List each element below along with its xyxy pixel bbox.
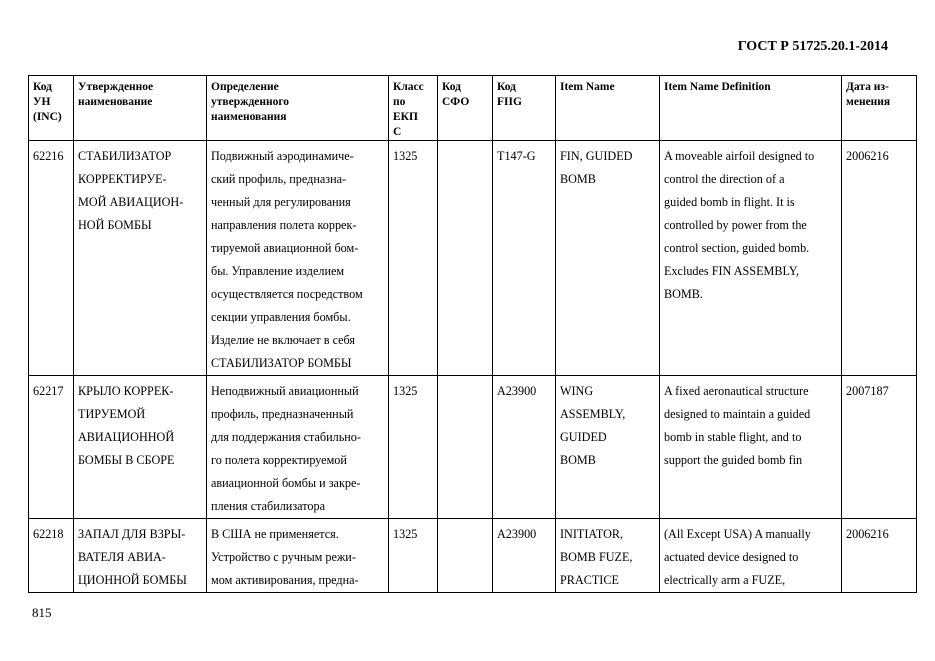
- header-line: Item Name: [560, 81, 615, 93]
- header-line: Код: [442, 81, 462, 93]
- item-name-cell: [556, 376, 660, 519]
- cell-line: (All Except USA) A manually: [664, 527, 811, 541]
- cell-line: авиационной бомбы и закре-: [211, 476, 361, 490]
- item-definition-cell: [660, 519, 842, 593]
- cell-line: ченный для регулирования: [211, 195, 351, 209]
- item-name-cell: [556, 519, 660, 593]
- item-name-cell: [556, 141, 660, 376]
- cell-line: мом активирования, предна-: [211, 573, 359, 587]
- cell-line: BOMB: [560, 453, 596, 467]
- header-line: (INC): [33, 111, 62, 123]
- cell-line: пления стабилизатора: [211, 499, 326, 513]
- cell-line: Неподвижный авиационный: [211, 384, 359, 398]
- header-line: менения: [846, 96, 891, 108]
- item-definition-cell: [660, 376, 842, 519]
- cell-line: В США не применяется.: [211, 527, 339, 541]
- header-line: Определение: [211, 81, 279, 93]
- cell-line: ТИРУЕМОЙ: [78, 407, 146, 421]
- cell-line: СТАБИЛИЗАТОР БОМБЫ: [211, 356, 352, 370]
- cell-line: A moveable airfoil designed to: [664, 149, 815, 163]
- definition-cell: [207, 141, 389, 376]
- change-date-cell: 2007187: [842, 376, 917, 519]
- page-number: 815: [32, 605, 52, 620]
- cell-line: КОРРЕКТИРУЕ-: [78, 172, 167, 186]
- inc-code-cell: 62217: [29, 376, 74, 519]
- header-line: Дата из-: [846, 81, 889, 93]
- header-line: FIIG: [497, 96, 522, 108]
- fiig-code-cell: A23900: [493, 519, 556, 593]
- cell-line: для поддержания стабильно-: [211, 430, 361, 444]
- cell-line: PRACTICE: [560, 573, 619, 587]
- cell-line: ВАТЕЛЯ АВИА-: [78, 550, 166, 564]
- document-code: ГОСТ Р 51725.20.1-2014: [737, 39, 888, 54]
- cell-line: КРЫЛО КОРРЕК-: [78, 384, 174, 398]
- sfo-code-cell: [438, 519, 493, 593]
- sfo-code-cell: [438, 376, 493, 519]
- table-header-row: [29, 76, 917, 141]
- cell-line: GUIDED: [560, 430, 607, 444]
- header-line: Код: [33, 81, 53, 93]
- header-col-class: [389, 76, 438, 141]
- definition-cell: [207, 519, 389, 593]
- class-cell: 1325: [389, 519, 438, 593]
- cell-line: support the guided bomb fin: [664, 453, 803, 467]
- cell-line: Excludes FIN ASSEMBLY,: [664, 264, 799, 278]
- header-line: Item Name Definition: [664, 81, 771, 93]
- specification-table: [28, 75, 917, 593]
- cell-line: electrically arm a FUZE,: [664, 573, 786, 587]
- cell-line: control section, guided bomb.: [664, 241, 810, 255]
- header-col-item-definition: [660, 76, 842, 141]
- definition-cell: [207, 376, 389, 519]
- sfo-code-cell: [438, 141, 493, 376]
- cell-line: Изделие не включает в себя: [211, 333, 356, 347]
- table-row: [29, 141, 917, 376]
- item-definition-cell: [660, 141, 842, 376]
- header-line: наименование: [78, 96, 153, 108]
- inc-code-cell: 62216: [29, 141, 74, 376]
- cell-line: тируемой авиационной бом-: [211, 241, 359, 255]
- class-cell: 1325: [389, 141, 438, 376]
- header-line: ЕКП: [393, 111, 418, 123]
- cell-line: профиль, предназначенный: [211, 407, 354, 421]
- header-col-definition: [207, 76, 389, 141]
- cell-line: секции управления бомбы.: [211, 310, 351, 324]
- cell-line: guided bomb in flight. It is: [664, 195, 795, 209]
- cell-line: Подвижный аэродинамиче-: [211, 149, 354, 163]
- header-line: Класс: [393, 81, 424, 93]
- header-line: Код: [497, 81, 517, 93]
- header-col-approved-name: [74, 76, 207, 141]
- cell-line: Устройство с ручным режи-: [211, 550, 356, 564]
- cell-line: control the direction of a: [664, 172, 785, 186]
- change-date-cell: 2006216: [842, 519, 917, 593]
- cell-line: го полета корректируемой: [211, 453, 347, 467]
- header-line: С: [393, 126, 402, 138]
- cell-line: СТАБИЛИЗАТОР: [78, 149, 172, 163]
- header-line: Утвержденное: [78, 81, 154, 93]
- header-line: УН: [33, 96, 51, 108]
- cell-line: ский профиль, предназна-: [211, 172, 347, 186]
- cell-line: bomb in stable flight, and to: [664, 430, 802, 444]
- change-date-cell: 2006216: [842, 141, 917, 376]
- fiig-code-cell: T147-G: [493, 141, 556, 376]
- header-line: наименования: [211, 111, 287, 123]
- cell-line: designed to maintain a guided: [664, 407, 811, 421]
- cell-line: ASSEMBLY,: [560, 407, 626, 421]
- header-line: СФО: [442, 96, 470, 108]
- cell-line: бы. Управление изделием: [211, 264, 345, 278]
- header-col-item-name: [556, 76, 660, 141]
- cell-line: НОЙ БОМБЫ: [78, 218, 152, 232]
- table-row: [29, 376, 917, 519]
- class-cell: 1325: [389, 376, 438, 519]
- cell-line: controlled by power from the: [664, 218, 807, 232]
- cell-line: ЦИОННОЙ БОМБЫ: [78, 573, 187, 587]
- approved-name-cell: [74, 519, 207, 593]
- header-col-fiig-code: [493, 76, 556, 141]
- header-col-inc-code: [29, 76, 74, 141]
- cell-line: BOMB.: [664, 287, 703, 301]
- approved-name-cell: [74, 376, 207, 519]
- inc-code-cell: 62218: [29, 519, 74, 593]
- cell-line: A fixed aeronautical structure: [664, 384, 809, 398]
- cell-line: FIN, GUIDED: [560, 149, 633, 163]
- cell-line: осуществляется посредством: [211, 287, 363, 301]
- fiig-code-cell: A23900: [493, 376, 556, 519]
- cell-line: actuated device designed to: [664, 550, 799, 564]
- table-row: [29, 519, 917, 593]
- cell-line: направления полета коррек-: [211, 218, 357, 232]
- cell-line: BOMB: [560, 172, 596, 186]
- cell-line: БОМБЫ В СБОРЕ: [78, 453, 175, 467]
- approved-name-cell: [74, 141, 207, 376]
- cell-line: INITIATOR,: [560, 527, 624, 541]
- cell-line: BOMB FUZE,: [560, 550, 633, 564]
- header-col-sfo-code: [438, 76, 493, 141]
- cell-line: ЗАПАЛ ДЛЯ ВЗРЫ-: [78, 527, 186, 541]
- cell-line: АВИАЦИОННОЙ: [78, 430, 175, 444]
- header-col-change-date: [842, 76, 917, 141]
- cell-line: WING: [560, 384, 594, 398]
- cell-line: МОЙ АВИАЦИОН-: [78, 195, 184, 209]
- header-line: по: [393, 96, 406, 108]
- header-line: утвержденного: [211, 96, 290, 108]
